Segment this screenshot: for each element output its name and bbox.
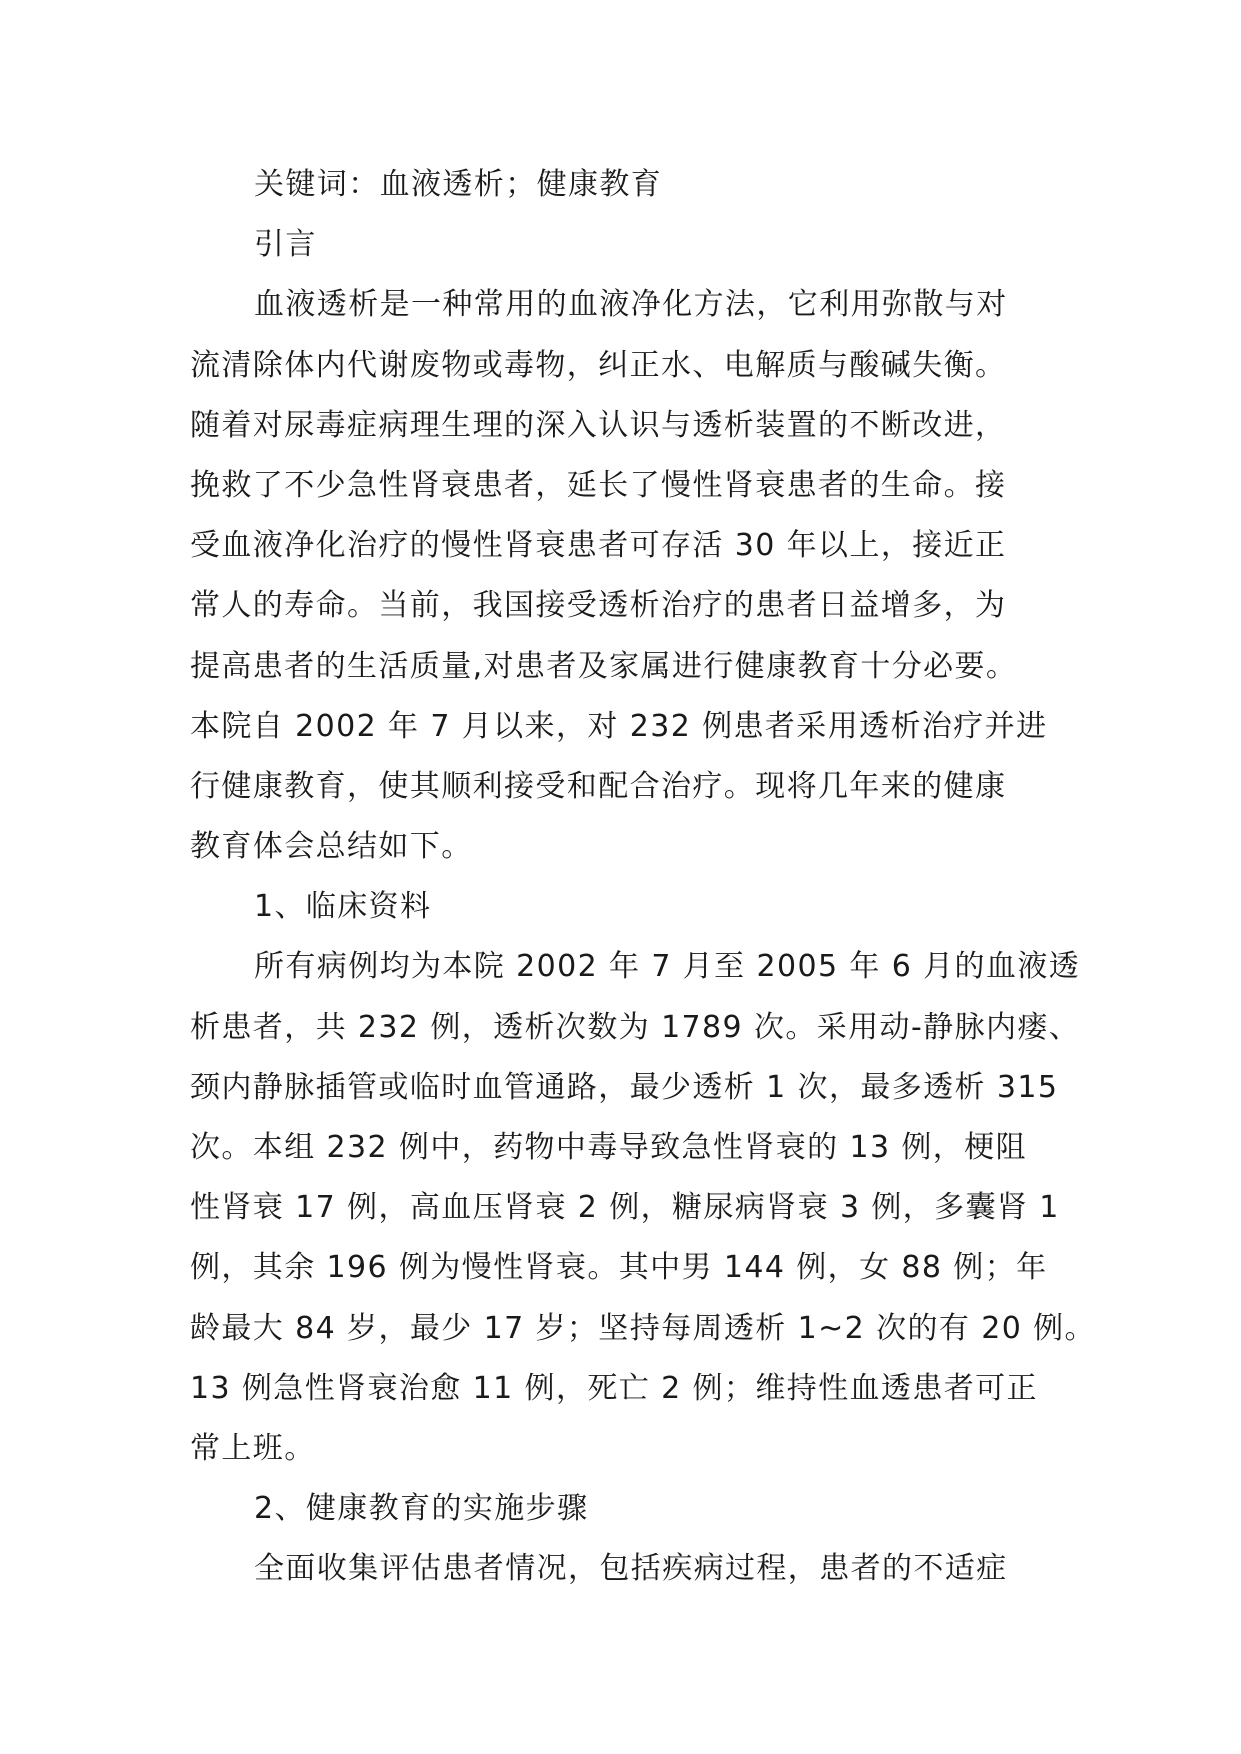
paragraph-line: 流清除体内代谢废物或毒物，纠正水、电解质与酸碱失衡。 [190, 347, 1007, 383]
paragraph-line: 受血液净化治疗的慢性肾衰患者可存活 30 年以上，接近正 [190, 528, 1007, 564]
paragraph-line: 颈内静脉插管或临时血管通路，最少透析 1 次，最多透析 315 [190, 1069, 1059, 1105]
paragraph-line: 常人的寿命。当前，我国接受透析治疗的患者日益增多，为 [190, 588, 1007, 624]
document-body [190, 155, 1096, 1600]
section-heading-health-education-steps: 2、健康教育的实施步骤 [254, 1491, 589, 1527]
section-heading-introduction: 引言 [254, 227, 317, 263]
section-heading-clinical-data: 1、临床资料 [254, 889, 432, 925]
paragraph-line: 性肾衰 17 例，高血压肾衰 2 例，糖尿病肾衰 3 例，多囊肾 1 [190, 1190, 1060, 1226]
paragraph-line: 13 例急性肾衰治愈 11 例，死亡 2 例；维持性血透患者可正 [190, 1370, 1038, 1406]
paragraph-line: 次。本组 232 例中，药物中毒导致急性肾衰的 13 例，梗阻 [190, 1130, 1027, 1165]
paragraph-line: 全面收集评估患者情况，包括疾病过程，患者的不适症 [254, 1551, 1008, 1587]
paragraph-line: 提高患者的生活质量,对患者及家属进行健康教育十分必要。 [190, 648, 1018, 684]
paragraph-line: 常上班。 [190, 1430, 316, 1466]
paragraph-line: 血液透析是一种常用的血液净化方法，它利用弥散与对 [254, 287, 1008, 323]
paragraph-line: 本院自 2002 年 7 月以来，对 232 例患者采用透析治疗并进 [190, 708, 1048, 744]
paragraph-line: 龄最大 84 岁，最少 17 岁；坚持每周透析 1~2 次的有 20 例。 [190, 1310, 1096, 1346]
paragraph-line: 随着对尿毒症病理生理的深入认识与透析装置的不断改进， [190, 407, 1007, 443]
paragraph-line: 挽救了不少急性肾衰患者，延长了慢性肾衰患者的生命。接 [190, 467, 1007, 503]
paragraph-line: 教育体会总结如下。 [190, 829, 473, 865]
paragraph-line: 所有病例均为本院 2002 年 7 月至 2005 年 6 月的血液透 [254, 949, 1081, 985]
paragraph-line: 析患者，共 232 例，透析次数为 1789 次。采用动-静脉内瘘、 [190, 1009, 1081, 1045]
paragraph-line: 例，其余 196 例为慢性肾衰。其中男 144 例，女 88 例；年 [190, 1250, 1048, 1286]
paragraph-line: 行健康教育，使其顺利接受和配合治疗。现将几年来的健康 [190, 768, 1007, 804]
keywords-line: 关键词：血液透析；健康教育 [254, 167, 663, 202]
